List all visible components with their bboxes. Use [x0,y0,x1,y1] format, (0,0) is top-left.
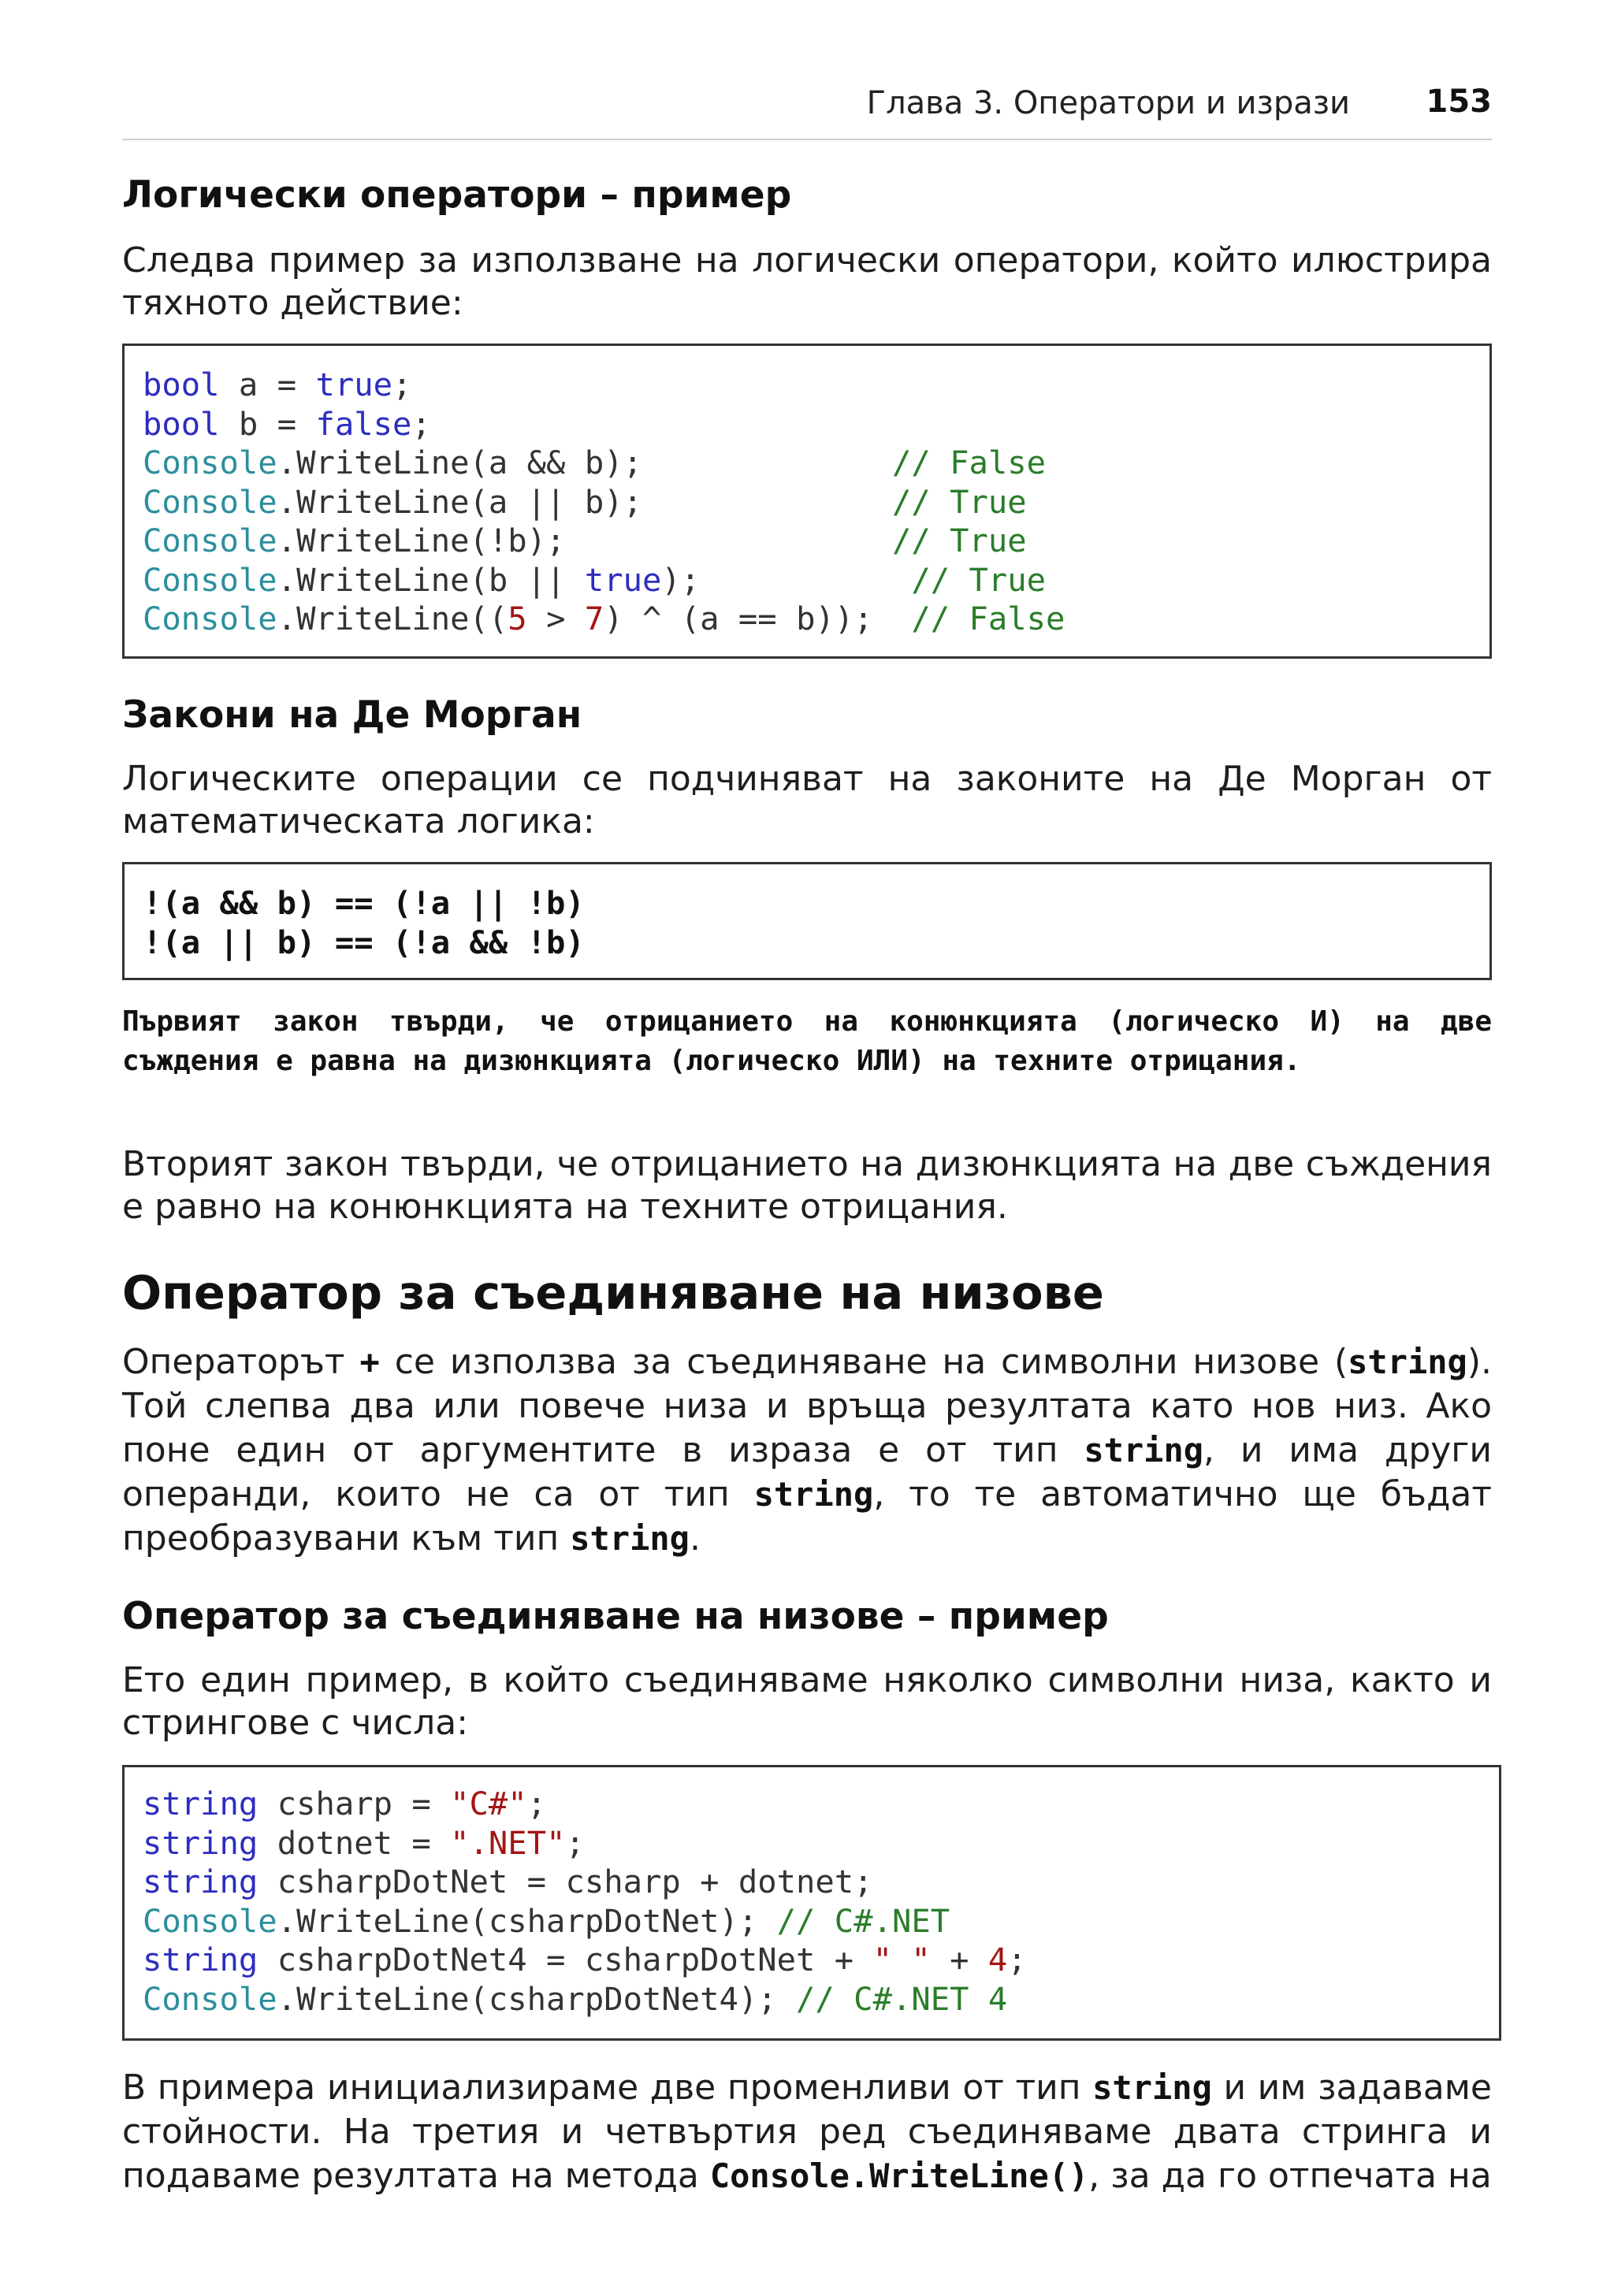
paragraph-string-concatenation: Операторът + се използва за съединяване на символни низове (string). Той слепва два или повече низа и връща резултата като нов низ. Ако поне един от аргументите в израза е от тип string, и има други операнди, които не са от тип string, то те автоматично ще бъдат преобразувани към тип string. [122,1342,1492,1559]
string-code-line-2: string dotnet = ".NET"; [143,1823,585,1862]
page-number: 153 [1426,84,1492,120]
code-block-string-concatenation [122,1765,1501,2041]
paragraph-string-example-intro: Ето един пример, в който съединяваме няколко символни низа, както и стрингове с числа: [122,1660,1492,1743]
chapter-title: Глава 3. Оператори и изрази [866,85,1350,121]
string-code-line-3: string csharpDotNet = csharp + dotnet; [143,1863,873,1900]
logical-code-line-1: bool a = true; [143,366,412,403]
section-heading-string-concatenation: Оператор за съединяване на низове [122,1265,1104,1320]
running-header [122,82,1492,140]
paragraph-string-example-explanation: В примера инициализираме две променливи от тип string и им задаваме стойности. На третия и четвъртия ред съединяваме двата стринга и подаваме резултата на метода Console.WriteLine(), за да го отпечата на [122,2068,1492,2196]
paragraph-logical-intro: Следва пример за използване на логически оператори, който илюстрира тяхното действие: [122,240,1492,323]
code-listing-logical [143,366,1489,639]
logical-code-line-4: Console.WriteLine(a || b); // True [143,482,1027,521]
section-heading-logical-operators-example: Логически оператори – пример [122,173,792,217]
string-code-line-4: Console.WriteLine(csharpDotNet); // C#.NET [143,1901,950,1940]
paragraph-de-morgan-intro: Логическите операции се подчиняват на законите на Де Морган от математическата логика: [122,759,1492,841]
logical-code-line-6: Console.WriteLine(b || true); // True [143,560,1047,599]
de-morgan-law-2: !(a || b) == (!a && !b) [143,923,585,961]
code-block-de-morgan [122,862,1492,980]
code-listing-de-morgan [143,884,1489,962]
string-code-line-1: string csharp = "C#"; [143,1785,547,1822]
paragraph-second-law: Вторият закон твърди, че отрицанието на дизюнкцията на две съждения е равно на конюнкцията на техните отрицания. [122,1144,1492,1227]
logical-code-line-3: Console.WriteLine(a && b); // False [143,444,1047,481]
logical-code-line-2: bool b = false; [143,404,431,443]
code-listing-string-concatenation [143,1785,1499,2019]
string-code-line-5: string csharpDotNet4 = csharpDotNet + " " + 4; [143,1941,1027,1978]
de-morgan-law-1: !(a && b) == (!a || !b) [143,884,585,922]
string-code-line-6: Console.WriteLine(csharpDotNet4); // C#.NET 4 [143,1979,1008,2018]
paragraph-first-law: Първият закон твърди, че отрицанието на конюнкцията (логическо И) на две съждения е равна на дизюнкцията (логическо ИЛИ) на техните отрицания. [122,1005,1492,1077]
section-heading-de-morgan: Закони на Де Морган [122,693,582,737]
section-heading-string-concatenation-example: Оператор за съединяване на низове – пример [122,1595,1109,1638]
logical-code-line-7: Console.WriteLine((5 > 7) ^ (a == b)); // False [143,600,1065,637]
code-block-logical [122,344,1492,659]
logical-code-line-5: Console.WriteLine(!b); // True [143,522,1027,559]
